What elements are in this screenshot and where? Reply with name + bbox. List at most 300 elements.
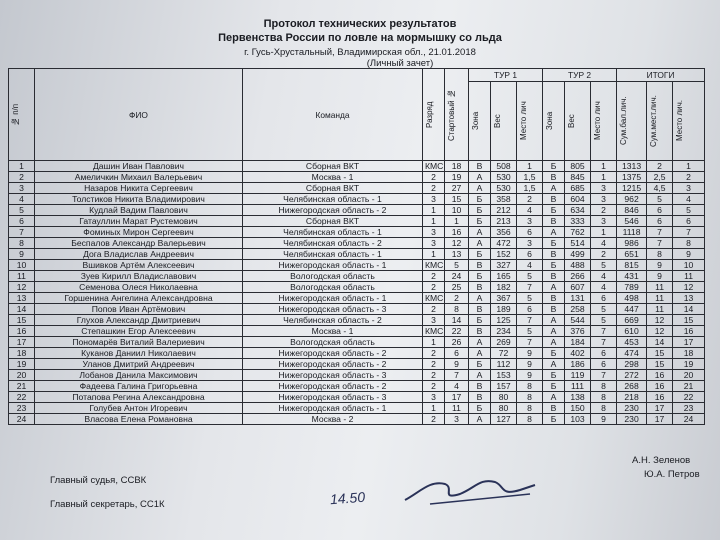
table-cell-sm: 17 (647, 414, 673, 425)
table-cell-z2: В (543, 293, 565, 304)
table-cell-sm: 12 (647, 326, 673, 337)
table-cell-sb: 846 (617, 205, 647, 216)
table-cell-p2: 6 (591, 359, 617, 370)
table-cell-sm: 5 (647, 194, 673, 205)
table-cell-w2: 499 (565, 249, 591, 260)
table-cell-fio: Амеличкин Михаил Валерьевич (35, 172, 243, 183)
table-cell-start: 12 (445, 238, 469, 249)
judge-label: Главный судья, ССВК (50, 475, 147, 486)
table-cell-rank: 2 (423, 381, 445, 392)
table-cell-pl: 23 (673, 403, 705, 414)
table-cell-w1: 530 (491, 172, 517, 183)
table-cell-z2: А (543, 392, 565, 403)
table-cell-pl: 7 (673, 227, 705, 238)
table-cell-start: 15 (445, 194, 469, 205)
table-cell-fio: Потапова Регина Александровна (35, 392, 243, 403)
table-cell-team: Сборная ВКТ (243, 183, 423, 194)
table-cell-w1: 157 (491, 381, 517, 392)
table-row (9, 216, 705, 227)
table-cell-w1: 112 (491, 359, 517, 370)
table-cell-p1: 8 (517, 392, 543, 403)
table-cell-pl: 8 (673, 238, 705, 249)
table-cell-n: 12 (9, 282, 35, 293)
table-cell-start: 18 (445, 161, 469, 172)
col-header-num: № п/п (9, 69, 35, 161)
col-header-final-place: Место лич. (673, 82, 705, 161)
table-cell-p1: 5 (517, 326, 543, 337)
table-cell-p2: 2 (591, 205, 617, 216)
table-cell-p1: 1 (517, 161, 543, 172)
table-cell-rank: 2 (423, 271, 445, 282)
table-cell-z2: Б (543, 260, 565, 271)
table-cell-n: 5 (9, 205, 35, 216)
table-cell-sb: 789 (617, 282, 647, 293)
table-cell-n: 2 (9, 172, 35, 183)
table-cell-start: 11 (445, 403, 469, 414)
table-cell-sb: 986 (617, 238, 647, 249)
table-cell-rank: 3 (423, 227, 445, 238)
table-cell-start: 4 (445, 381, 469, 392)
col-header-zone2: Зона (543, 82, 565, 161)
table-cell-rank: КМС (423, 260, 445, 271)
table-cell-fio: Куканов Даниил Николаевич (35, 348, 243, 359)
table-cell-sb: 962 (617, 194, 647, 205)
table-cell-p2: 2 (591, 249, 617, 260)
table-cell-z2: В (543, 194, 565, 205)
table-cell-sm: 6 (647, 205, 673, 216)
table-cell-p2: 3 (591, 183, 617, 194)
table-cell-rank: 2 (423, 348, 445, 359)
table-cell-start: 25 (445, 282, 469, 293)
table-cell-pl: 16 (673, 326, 705, 337)
col-header-start: Стартовый № (445, 69, 469, 161)
table-cell-fio: Гатауллин Марат Рустемович (35, 216, 243, 227)
table-cell-pl: 15 (673, 315, 705, 326)
table-cell-sm: 16 (647, 392, 673, 403)
table-cell-sb: 431 (617, 271, 647, 282)
table-cell-sm: 11 (647, 293, 673, 304)
table-cell-w2: 604 (565, 194, 591, 205)
table-cell-w1: 127 (491, 414, 517, 425)
table-row (9, 161, 705, 172)
table-cell-fio: Дашин Иван Павлович (35, 161, 243, 172)
table-cell-start: 1 (445, 216, 469, 227)
table-cell-n: 15 (9, 315, 35, 326)
table-cell-p2: 4 (591, 238, 617, 249)
table-cell-start: 7 (445, 370, 469, 381)
table-cell-fio: Толстиков Никита Владимирович (35, 194, 243, 205)
table-cell-w2: 131 (565, 293, 591, 304)
table-cell-p2: 4 (591, 271, 617, 282)
table-cell-start: 9 (445, 359, 469, 370)
table-cell-p1: 4 (517, 205, 543, 216)
table-cell-w1: 182 (491, 282, 517, 293)
table-cell-p2: 7 (591, 337, 617, 348)
doc-title: Протокол технических результатов (263, 18, 457, 30)
table-cell-p1: 7 (517, 315, 543, 326)
table-cell-sm: 15 (647, 348, 673, 359)
table-cell-pl: 24 (673, 414, 705, 425)
table-cell-z1: А (469, 337, 491, 348)
table-cell-p2: 1 (591, 227, 617, 238)
table-cell-w2: 685 (565, 183, 591, 194)
results-table (8, 68, 705, 425)
table-cell-w2: 266 (565, 271, 591, 282)
table-cell-team: Челябинская область - 1 (243, 227, 423, 238)
table-cell-w2: 607 (565, 282, 591, 293)
table-cell-sb: 453 (617, 337, 647, 348)
table-cell-fio: Глухов Александр Дмитриевич (35, 315, 243, 326)
table-cell-team: Нижегородская область - 3 (243, 370, 423, 381)
table-cell-w1: 152 (491, 249, 517, 260)
table-cell-fio: Дога Владислав Андреевич (35, 249, 243, 260)
table-cell-p1: 5 (517, 271, 543, 282)
table-cell-z2: Б (543, 370, 565, 381)
table-row (9, 249, 705, 260)
table-cell-p2: 6 (591, 293, 617, 304)
table-cell-p1: 3 (517, 238, 543, 249)
table-cell-z2: А (543, 282, 565, 293)
doc-title-championship: Первенства России по ловле на мормышку со льда (218, 32, 502, 44)
table-cell-fio: Пономарёв Виталий Валериевич (35, 337, 243, 348)
table-cell-rank: 2 (423, 414, 445, 425)
table-cell-team: Челябинская область - 1 (243, 249, 423, 260)
table-cell-pl: 13 (673, 293, 705, 304)
table-row (9, 227, 705, 238)
table-cell-pl: 4 (673, 194, 705, 205)
table-cell-w2: 514 (565, 238, 591, 249)
table-cell-rank: 2 (423, 370, 445, 381)
table-cell-rank: 1 (423, 337, 445, 348)
table-cell-sb: 1215 (617, 183, 647, 194)
table-cell-pl: 22 (673, 392, 705, 403)
table-cell-z2: Б (543, 238, 565, 249)
table-cell-rank: 1 (423, 216, 445, 227)
table-cell-sm: 7 (647, 227, 673, 238)
table-cell-p2: 9 (591, 414, 617, 425)
table-cell-p1: 7 (517, 282, 543, 293)
table-cell-sm: 9 (647, 260, 673, 271)
table-cell-w2: 103 (565, 414, 591, 425)
table-cell-z1: В (469, 282, 491, 293)
table-cell-z1: В (469, 304, 491, 315)
table-cell-sb: 1118 (617, 227, 647, 238)
table-cell-n: 22 (9, 392, 35, 403)
table-cell-start: 16 (445, 227, 469, 238)
table-cell-sm: 6 (647, 216, 673, 227)
table-cell-p2: 3 (591, 194, 617, 205)
table-cell-z1: В (469, 161, 491, 172)
col-header-tour1: ТУР 1 (469, 69, 543, 82)
table-cell-z2: В (543, 172, 565, 183)
table-cell-z2: Б (543, 348, 565, 359)
table-cell-team: Нижегородская область - 2 (243, 348, 423, 359)
table-cell-start: 22 (445, 326, 469, 337)
table-cell-start: 13 (445, 249, 469, 260)
table-cell-team: Москва - 1 (243, 326, 423, 337)
table-cell-w1: 530 (491, 183, 517, 194)
table-cell-team: Москва - 1 (243, 172, 423, 183)
judge-name: А.Н. Зеленов (632, 455, 691, 466)
table-cell-p2: 8 (591, 381, 617, 392)
table-row (9, 282, 705, 293)
table-cell-team: Нижегородская область - 1 (243, 260, 423, 271)
col-header-place1: Место лич (517, 82, 543, 161)
table-cell-sm: 2,5 (647, 172, 673, 183)
table-cell-p1: 4 (517, 260, 543, 271)
table-cell-rank: КМС (423, 293, 445, 304)
table-row (9, 172, 705, 183)
table-cell-sm: 11 (647, 304, 673, 315)
table-cell-rank: 2 (423, 183, 445, 194)
table-cell-n: 19 (9, 359, 35, 370)
doc-place-date: г. Гусь-Хрустальный, Владимирская обл., 21.01.2018 (244, 47, 476, 58)
table-cell-sb: 447 (617, 304, 647, 315)
table-cell-team: Нижегородская область - 3 (243, 392, 423, 403)
table-row (9, 293, 705, 304)
table-cell-w2: 488 (565, 260, 591, 271)
col-header-sum-places: Сум.мест.лич. (647, 82, 673, 161)
table-cell-rank: 2 (423, 282, 445, 293)
table-cell-w1: 80 (491, 392, 517, 403)
table-cell-p1: 8 (517, 381, 543, 392)
table-cell-sb: 298 (617, 359, 647, 370)
table-cell-sb: 1313 (617, 161, 647, 172)
table-cell-w2: 376 (565, 326, 591, 337)
table-cell-n: 8 (9, 238, 35, 249)
table-cell-fio: Степашкин Егор Алексеевич (35, 326, 243, 337)
table-cell-w2: 184 (565, 337, 591, 348)
col-header-totals: ИТОГИ (617, 69, 705, 82)
table-cell-p1: 5 (517, 293, 543, 304)
table-cell-fio: Зуев Кирилл Владиславович (35, 271, 243, 282)
table-cell-z1: А (469, 414, 491, 425)
table-cell-pl: 3 (673, 183, 705, 194)
table-cell-z1: В (469, 260, 491, 271)
secretary-label: Главный секретарь, СС1К (50, 499, 165, 510)
table-cell-fio: Назаров Никита Сергеевич (35, 183, 243, 194)
table-cell-z1: А (469, 227, 491, 238)
table-cell-rank: 2 (423, 172, 445, 183)
table-cell-pl: 11 (673, 271, 705, 282)
table-cell-z1: В (469, 392, 491, 403)
table-cell-p1: 3 (517, 216, 543, 227)
table-cell-team: Челябинская область - 1 (243, 194, 423, 205)
table-cell-start: 3 (445, 414, 469, 425)
table-cell-z1: Б (469, 359, 491, 370)
table-cell-sm: 16 (647, 381, 673, 392)
table-cell-team: Нижегородская область - 2 (243, 381, 423, 392)
table-cell-z1: Б (469, 216, 491, 227)
table-cell-pl: 20 (673, 370, 705, 381)
table-cell-p1: 9 (517, 370, 543, 381)
table-cell-sb: 546 (617, 216, 647, 227)
table-cell-team: Челябинская область - 2 (243, 315, 423, 326)
table-cell-p2: 1 (591, 161, 617, 172)
table-cell-p2: 1 (591, 172, 617, 183)
table-cell-w2: 186 (565, 359, 591, 370)
table-cell-p2: 7 (591, 370, 617, 381)
table-cell-pl: 5 (673, 205, 705, 216)
table-cell-n: 14 (9, 304, 35, 315)
table-cell-p1: 8 (517, 403, 543, 414)
table-cell-p2: 5 (591, 304, 617, 315)
col-header-sum-points: Сум.бал.лич. (617, 82, 647, 161)
table-cell-sm: 15 (647, 359, 673, 370)
table-cell-fio: Фоминых Мирон Сергеевич (35, 227, 243, 238)
table-cell-sm: 4,5 (647, 183, 673, 194)
table-cell-pl: 18 (673, 348, 705, 359)
table-cell-w2: 119 (565, 370, 591, 381)
table-cell-fio: Семенова Олеся Николаевна (35, 282, 243, 293)
table-cell-w2: 111 (565, 381, 591, 392)
table-cell-rank: 1 (423, 249, 445, 260)
table-cell-p1: 2 (517, 194, 543, 205)
table-cell-w2: 845 (565, 172, 591, 183)
table-cell-n: 11 (9, 271, 35, 282)
table-cell-sm: 17 (647, 403, 673, 414)
table-cell-sb: 669 (617, 315, 647, 326)
table-cell-z2: А (543, 315, 565, 326)
table-cell-p2: 6 (591, 348, 617, 359)
table-cell-z2: Б (543, 205, 565, 216)
table-cell-pl: 21 (673, 381, 705, 392)
table-cell-z2: Б (543, 414, 565, 425)
table-row (9, 392, 705, 403)
table-cell-p1: 9 (517, 348, 543, 359)
table-cell-w2: 333 (565, 216, 591, 227)
table-row (9, 381, 705, 392)
table-cell-w2: 544 (565, 315, 591, 326)
table-cell-w2: 138 (565, 392, 591, 403)
table-cell-rank: 2 (423, 359, 445, 370)
table-cell-z2: В (543, 271, 565, 282)
table-cell-fio: Голубев Антон Игоревич (35, 403, 243, 414)
table-cell-z2: А (543, 183, 565, 194)
table-cell-p2: 3 (591, 216, 617, 227)
table-cell-p2: 4 (591, 282, 617, 293)
doc-subtitle: (Личный зачет) (366, 58, 434, 69)
table-cell-n: 3 (9, 183, 35, 194)
table-cell-start: 26 (445, 337, 469, 348)
table-cell-sm: 2 (647, 161, 673, 172)
table-cell-z2: Б (543, 161, 565, 172)
table-cell-w1: 269 (491, 337, 517, 348)
table-cell-fio: Попов Иван Артёмович (35, 304, 243, 315)
table-cell-z2: А (543, 359, 565, 370)
table-cell-team: Нижегородская область - 2 (243, 359, 423, 370)
col-header-fio: ФИО (35, 69, 243, 161)
table-cell-w2: 762 (565, 227, 591, 238)
table-cell-z2: В (543, 403, 565, 414)
table-cell-start: 5 (445, 260, 469, 271)
table-cell-rank: КМС (423, 161, 445, 172)
table-cell-sb: 268 (617, 381, 647, 392)
table-cell-z2: А (543, 337, 565, 348)
table-cell-n: 6 (9, 216, 35, 227)
table-cell-team: Нижегородская область - 2 (243, 205, 423, 216)
table-cell-w1: 125 (491, 315, 517, 326)
table-cell-n: 17 (9, 337, 35, 348)
table-cell-fio: Кудлай Вадим Павлович (35, 205, 243, 216)
table-cell-rank: КМС (423, 326, 445, 337)
table-cell-w2: 402 (565, 348, 591, 359)
table-cell-w1: 72 (491, 348, 517, 359)
secretary-name: Ю.А. Петров (644, 469, 700, 480)
table-cell-rank: 3 (423, 392, 445, 403)
table-cell-n: 23 (9, 403, 35, 414)
table-cell-team: Сборная ВКТ (243, 161, 423, 172)
table-cell-w1: 165 (491, 271, 517, 282)
table-cell-start: 10 (445, 205, 469, 216)
table-cell-z2: В (543, 249, 565, 260)
table-cell-sb: 474 (617, 348, 647, 359)
table-cell-sm: 11 (647, 282, 673, 293)
table-cell-rank: 3 (423, 194, 445, 205)
table-cell-z1: А (469, 183, 491, 194)
table-cell-pl: 6 (673, 216, 705, 227)
table-cell-sm: 8 (647, 249, 673, 260)
table-cell-p2: 8 (591, 403, 617, 414)
table-cell-sb: 272 (617, 370, 647, 381)
table-cell-z2: Б (543, 381, 565, 392)
table-cell-n: 13 (9, 293, 35, 304)
table-cell-z2: А (543, 227, 565, 238)
table-cell-n: 21 (9, 381, 35, 392)
table-cell-z1: Б (469, 205, 491, 216)
table-cell-n: 7 (9, 227, 35, 238)
table-row (9, 315, 705, 326)
table-cell-fio: Лобанов Данила Максимович (35, 370, 243, 381)
table-cell-p2: 5 (591, 260, 617, 271)
table-cell-z2: В (543, 216, 565, 227)
table-cell-team: Вологодская область (243, 282, 423, 293)
table-cell-z2: В (543, 304, 565, 315)
table-cell-n: 20 (9, 370, 35, 381)
table-cell-sm: 9 (647, 271, 673, 282)
table-cell-team: Москва - 2 (243, 414, 423, 425)
handwritten-time: 14.50 (329, 488, 366, 508)
table-cell-z1: А (469, 172, 491, 183)
table-cell-pl: 1 (673, 161, 705, 172)
table-cell-n: 1 (9, 161, 35, 172)
table-row (9, 205, 705, 216)
table-row (9, 260, 705, 271)
table-cell-start: 19 (445, 172, 469, 183)
table-cell-p1: 6 (517, 304, 543, 315)
table-row (9, 348, 705, 359)
table-cell-w1: 358 (491, 194, 517, 205)
table-row (9, 403, 705, 414)
table-cell-sb: 651 (617, 249, 647, 260)
table-cell-p1: 6 (517, 249, 543, 260)
table-cell-pl: 17 (673, 337, 705, 348)
table-cell-team: Вологодская область (243, 337, 423, 348)
table-cell-team: Нижегородская область - 3 (243, 304, 423, 315)
table-cell-rank: 3 (423, 238, 445, 249)
table-cell-w1: 212 (491, 205, 517, 216)
table-cell-z1: Б (469, 271, 491, 282)
table-row (9, 194, 705, 205)
table-cell-z1: А (469, 238, 491, 249)
table-cell-z1: В (469, 326, 491, 337)
table-cell-w1: 367 (491, 293, 517, 304)
table-cell-team: Нижегородская область - 1 (243, 403, 423, 414)
table-cell-w2: 150 (565, 403, 591, 414)
table-cell-p1: 1,5 (517, 172, 543, 183)
table-cell-sb: 610 (617, 326, 647, 337)
table-cell-n: 10 (9, 260, 35, 271)
